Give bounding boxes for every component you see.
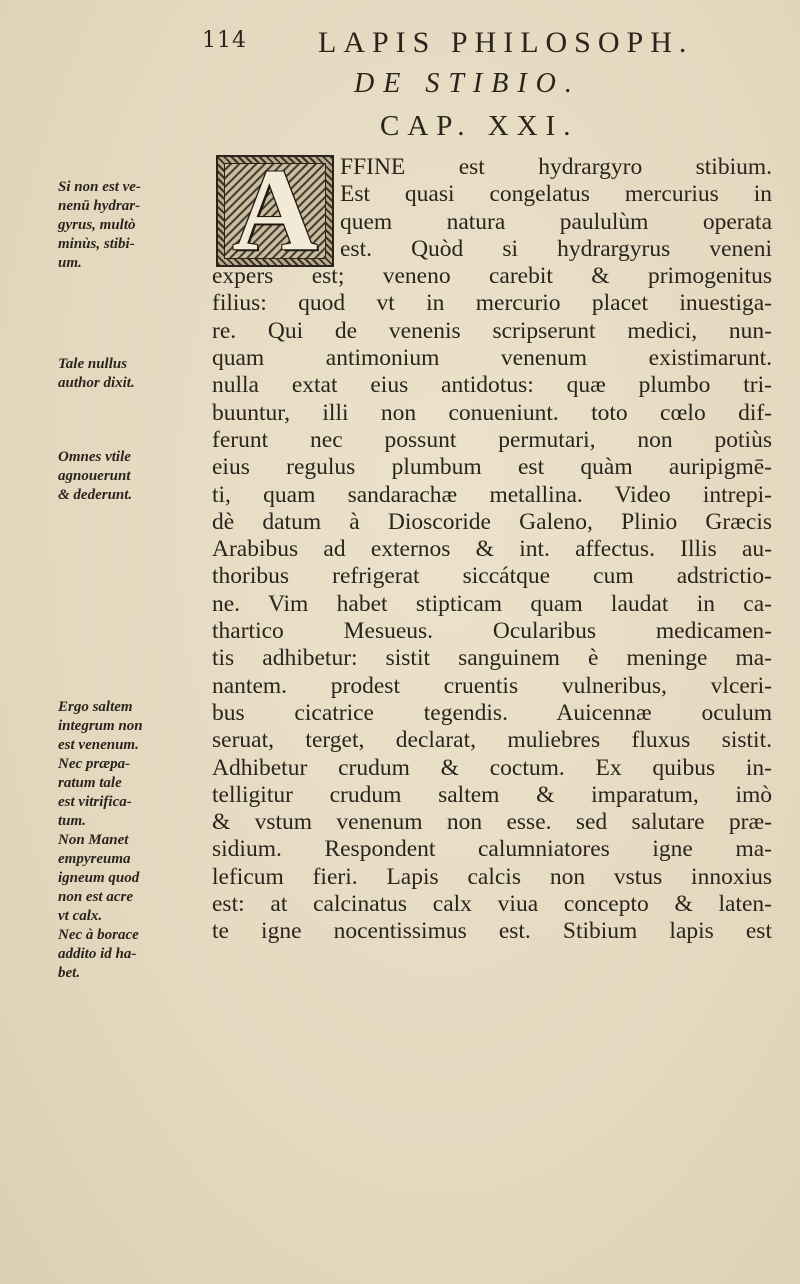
text-line: Arabibus ad externos & int. affectus. Illis au- xyxy=(212,536,772,563)
margin-line: non est acre xyxy=(58,889,133,905)
margin-line: est venenum. xyxy=(58,737,139,753)
margin-line: nenū hydrar- xyxy=(58,198,141,214)
text-line: & vstum venenum non esse. sed salutare præ- xyxy=(212,809,772,836)
margin-line: igneum quod xyxy=(58,870,140,886)
margin-line: & dederunt. xyxy=(58,487,133,503)
text-line: thartico Mesueus. Ocularibus medicamen- xyxy=(212,618,772,645)
text-line: quem natura paululùm operata xyxy=(340,208,772,235)
margin-line: tum. xyxy=(58,813,86,829)
text-line: telligitur crudum saltem & imparatum, imò xyxy=(212,781,772,808)
margin-line: Si non est ve- xyxy=(58,179,141,195)
running-head: LAPIS PHILOSOPH. xyxy=(318,26,694,59)
text-line: ti, quam sandarachæ metallina. Video intrepi- xyxy=(212,481,772,508)
text-line: ne. Vim habet stipticam quam laudat in ca- xyxy=(212,590,772,617)
text-line: nulla extat eius antidotus: quæ plumbo tri- xyxy=(212,372,772,399)
marginal-note xyxy=(58,355,208,393)
body-text xyxy=(212,154,772,946)
text-line: FFINE est hydrargyro stibium. xyxy=(340,154,772,180)
text-line: Est quasi congelatus mercurius in xyxy=(340,181,772,208)
section-title: DE STIBIO. xyxy=(354,68,581,99)
text-line: buuntur, illi non conueniunt. toto cœlo dif- xyxy=(212,399,772,426)
initial-letter: A xyxy=(232,144,318,275)
page-number: 114 xyxy=(202,28,247,53)
text-line: te igne nocentissimus est. Stibium lapis est xyxy=(212,918,772,945)
marginal-note xyxy=(58,178,208,273)
text-line: seruat, terget, declarat, muliebres fluxus sistit. xyxy=(212,727,772,754)
margin-line: Nec à borace xyxy=(58,927,139,943)
margin-line: agnouerunt xyxy=(58,468,131,484)
text-line: est: at calcinatus calx viua concepto & laten- xyxy=(212,891,772,918)
margin-line: Omnes vtile xyxy=(58,449,131,465)
margin-line: um. xyxy=(58,255,82,271)
text-line: sidium. Respondent calumniatores igne ma- xyxy=(212,836,772,863)
text-line: expers est; veneno carebit & primogenitus xyxy=(212,263,772,290)
text-line: tis adhibetur: sistit sanguinem è meninge ma- xyxy=(212,645,772,672)
margin-line: empyreuma xyxy=(58,851,131,867)
margin-line: gyrus, multò xyxy=(58,217,136,233)
marginal-note xyxy=(58,448,208,505)
page-header xyxy=(0,22,800,62)
text-line: quam antimonium venenum existimarunt. xyxy=(212,345,772,372)
text-line: thoribus refrigerat siccátque cum adstrictio- xyxy=(212,563,772,590)
margin-line: addito id ha- xyxy=(58,946,137,962)
text-line: Adhibetur crudum & coctum. Ex quibus in- xyxy=(212,754,772,781)
text-line: eius regulus plumbum est quàm auripigmē- xyxy=(212,454,772,481)
text-line: ferunt nec possunt permutari, non potiùs xyxy=(212,426,772,453)
marginal-note xyxy=(58,698,208,983)
text-line: bus cicatrice tegendis. Auicennæ oculum xyxy=(212,699,772,726)
text-line: leficum fieri. Lapis calcis non vstus innoxius xyxy=(212,863,772,890)
margin-line: Ergo saltem xyxy=(58,699,133,715)
margin-line: est vitrifica- xyxy=(58,794,132,810)
margin-line: ratum tale xyxy=(58,775,122,791)
chapter-heading: CAP. XXI. xyxy=(380,110,579,142)
text-line: filius: quod vt in mercurio placet inuestiga- xyxy=(212,290,772,317)
text-line: est. Quòd si hydrargyrus veneni xyxy=(340,235,772,262)
margin-line: author dixit. xyxy=(58,375,135,391)
margin-line: vt calx. xyxy=(58,908,103,924)
margin-line: Tale nullus xyxy=(58,356,128,372)
text-line: dè datum à Dioscoride Galeno, Plinio Græcis xyxy=(212,508,772,535)
margin-line: minùs, stibi- xyxy=(58,236,135,252)
margin-line: integrum non xyxy=(58,718,143,734)
text-line: re. Qui de venenis scripserunt medici, nun- xyxy=(212,317,772,344)
margin-line: Nec præpa- xyxy=(58,756,131,772)
margin-line: Non Manet xyxy=(58,832,129,848)
text-line: nantem. prodest cruentis vulneribus, vlceri- xyxy=(212,672,772,699)
margin-line: bet. xyxy=(58,965,81,981)
